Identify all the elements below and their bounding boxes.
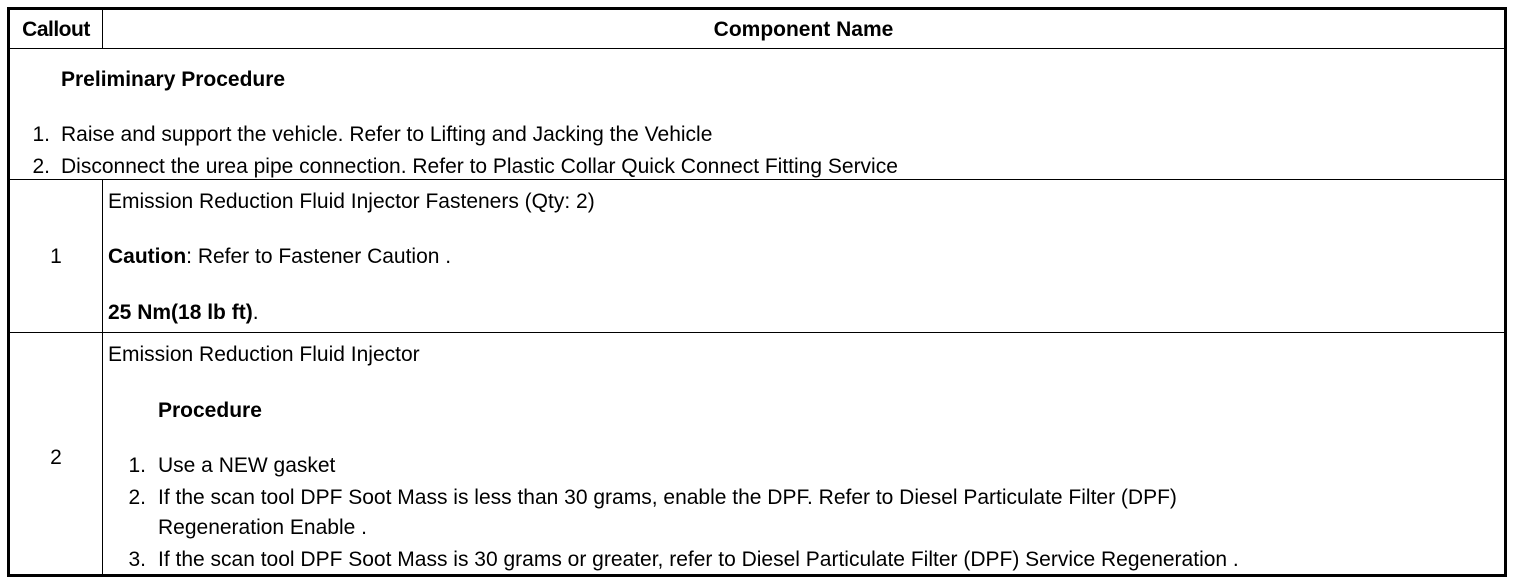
table-header-row [10, 10, 1504, 49]
component-name-column-header: Component Name [713, 18, 894, 41]
component-table [7, 7, 1507, 577]
procedure-step-number: 3. [128, 548, 146, 571]
caution-label: Caution [108, 245, 187, 268]
table-row [10, 180, 1504, 333]
column-divider [102, 180, 103, 332]
component-name: Emission Reduction Fluid Injector [108, 343, 420, 366]
preliminary-step-text: Raise and support the vehicle. Refer to Lifting and Jacking the Vehicle [61, 123, 713, 146]
procedure-step-number: 1. [128, 454, 146, 477]
preliminary-step-number: 2. [32, 155, 50, 178]
preliminary-step-number: 1. [32, 123, 50, 146]
procedure-title: Procedure [158, 399, 262, 422]
table-row [10, 333, 1504, 574]
caution-line [108, 244, 451, 270]
caution-text: : Refer to Fastener Caution . [186, 245, 452, 268]
preliminary-procedure-title: Preliminary Procedure [61, 68, 286, 91]
torque-spec [108, 300, 259, 326]
procedure-step-text-continued: Regeneration Enable . [158, 516, 367, 539]
preliminary-procedure-row [10, 49, 1504, 180]
torque-suffix: . [252, 301, 259, 324]
procedure-step-number: 2. [128, 486, 146, 509]
column-divider [102, 333, 103, 574]
callout-column-header: Callout [22, 18, 90, 41]
procedure-step-text: If the scan tool DPF Soot Mass is less than 30 grams, enable the DPF. Refer to Diesel Particulate Filter (DPF) [158, 486, 1177, 509]
component-name: Emission Reduction Fluid Injector Fasteners (Qty: 2) [108, 190, 595, 213]
callout-number: 1 [50, 245, 62, 268]
procedure-step-text: If the scan tool DPF Soot Mass is 30 grams or greater, refer to Diesel Particulate Filter (DPF) Service Regeneration . [158, 548, 1239, 571]
torque-value: 25 Nm(18 lb ft) [108, 301, 253, 324]
procedure-step-text: Use a NEW gasket [158, 454, 336, 477]
preliminary-step-text: Disconnect the urea pipe connection. Refer to Plastic Collar Quick Connect Fitting Service [61, 155, 898, 178]
callout-number: 2 [50, 446, 62, 469]
